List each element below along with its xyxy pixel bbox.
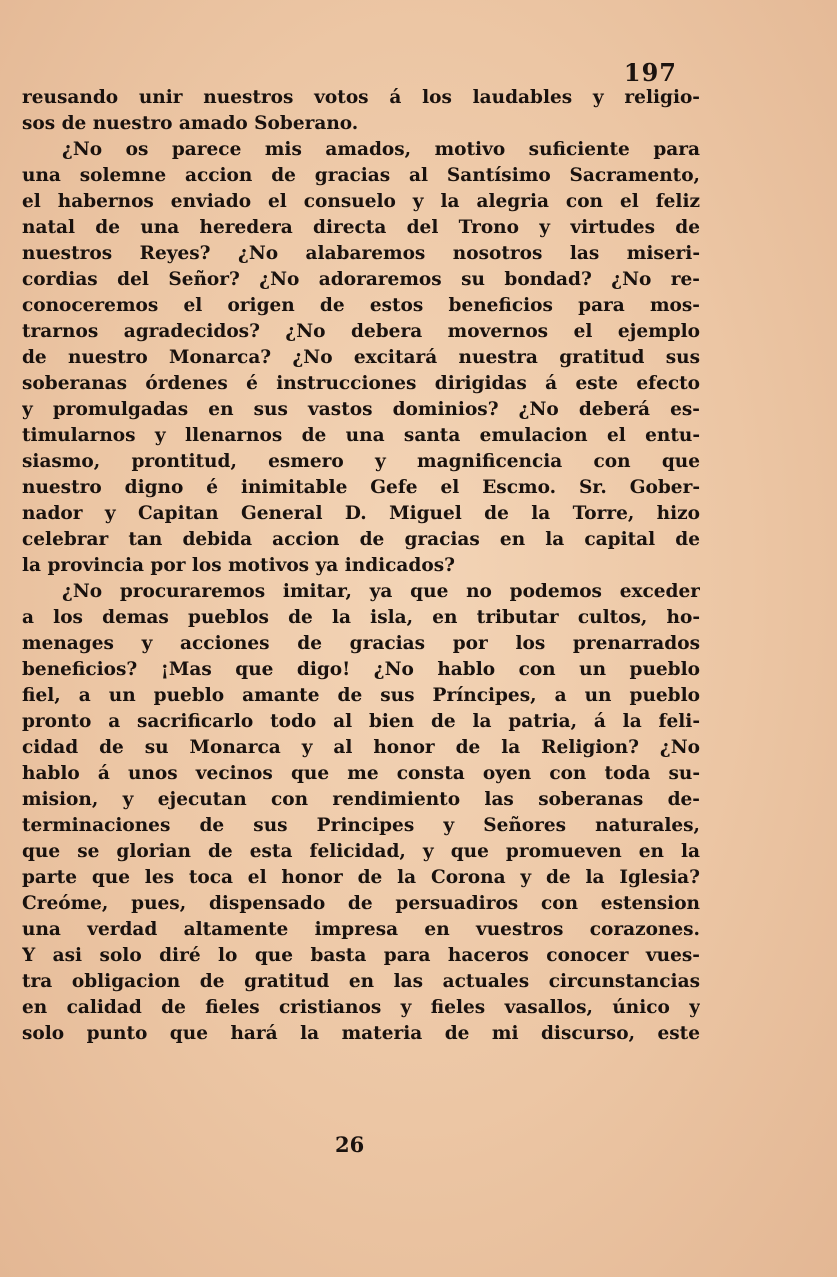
text-line: el habernos enviado el consuelo y la alegria con el feliz	[22, 191, 700, 212]
text-line: fiel, a un pueblo amante de sus Príncipes, a un pueblo	[22, 685, 700, 706]
text-line: natal de una heredera directa del Trono y virtudes de	[22, 217, 700, 238]
text-line: nuestro digno é inimitable Gefe el Escmo. Sr. Gober-	[22, 477, 700, 498]
text-line: una verdad altamente impresa en vuestros corazones.	[22, 919, 700, 940]
text-line: Y asi solo diré lo que basta para haceros conocer vues-	[22, 945, 700, 966]
text-line: conoceremos el origen de estos beneficios para mos-	[22, 295, 700, 316]
signature-mark: 26	[335, 1132, 365, 1157]
body-text	[22, 85, 700, 1047]
text-line: solo punto que hará la materia de mi discurso, este	[22, 1023, 700, 1044]
text-line: mision, y ejecutan con rendimiento las soberanas de-	[22, 789, 700, 810]
text-line: nuestros Reyes? ¿No alabaremos nosotros las miseri-	[22, 243, 700, 264]
text-line: menages y acciones de gracias por los prenarrados	[22, 633, 700, 654]
text-line: ¿No os parece mis amados, motivo suficiente para	[62, 139, 700, 160]
text-line: nador y Capitan General D. Miguel de la Torre, hizo	[22, 503, 700, 524]
text-line: tra obligacion de gratitud en las actuales circunstancias	[22, 971, 700, 992]
text-line: a los demas pueblos de la isla, en tributar cultos, ho-	[22, 607, 700, 628]
text-line: parte que les toca el honor de la Corona y de la Iglesia?	[22, 867, 700, 888]
text-line: sos de nuestro amado Soberano.	[22, 113, 359, 134]
text-line: que se glorian de esta felicidad, y que promueven en la	[22, 841, 700, 862]
text-line: pronto a sacrificarlo todo al bien de la patria, á la feli-	[22, 711, 700, 732]
text-line: cidad de su Monarca y al honor de la Religion? ¿No	[22, 737, 700, 758]
text-line: reusando unir nuestros votos á los laudables y religio-	[22, 87, 700, 108]
text-line: cordias del Señor? ¿No adoraremos su bondad? ¿No re-	[22, 269, 700, 290]
text-line: Creóme, pues, dispensado de persuadiros con estension	[22, 893, 700, 914]
text-line: soberanas órdenes é instrucciones dirigidas á este efecto	[22, 373, 700, 394]
text-line: trarnos agradecidos? ¿No debera movernos el ejemplo	[22, 321, 700, 342]
text-line: la provincia por los motivos ya indicados?	[22, 555, 455, 576]
text-line: una solemne accion de gracias al Santísimo Sacramento,	[22, 165, 700, 186]
text-line: en calidad de fieles cristianos y fieles vasallos, único y	[22, 997, 700, 1018]
text-line: terminaciones de sus Principes y Señores naturales,	[22, 815, 700, 836]
text-line: celebrar tan debida accion de gracias en la capital de	[22, 529, 700, 550]
text-line: ¿No procuraremos imitar, ya que no podemos exceder	[62, 581, 700, 602]
text-line: y promulgadas en sus vastos dominios? ¿No deberá es-	[22, 399, 700, 420]
text-line: siasmo, prontitud, esmero y magnificencia con que	[22, 451, 700, 472]
text-line: hablo á unos vecinos que me consta oyen con toda su-	[22, 763, 700, 784]
text-line: timularnos y llenarnos de una santa emulacion el entu-	[22, 425, 700, 446]
text-line: de nuestro Monarca? ¿No excitará nuestra gratitud sus	[22, 347, 700, 368]
text-line: beneficios? ¡Mas que digo! ¿No hablo con un pueblo	[22, 659, 700, 680]
page-number: 197	[623, 58, 677, 87]
